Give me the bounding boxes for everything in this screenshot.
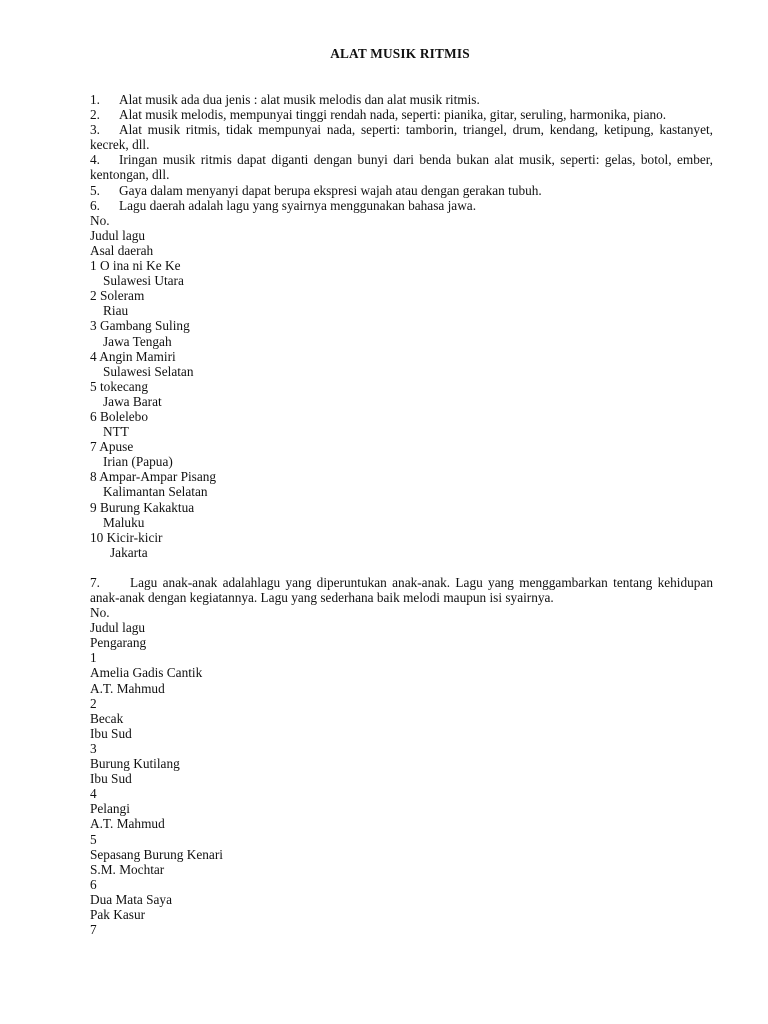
- table-cell-author: A.T. Mahmud: [90, 816, 165, 832]
- regional-songs-table: [90, 213, 713, 560]
- table-cell-song: 2 Soleram: [90, 288, 145, 304]
- table-cell-author: A.T. Mahmud: [90, 680, 165, 696]
- table-cell-no: 5: [90, 831, 97, 847]
- table-cell-song: 8 Ampar-Ampar Pisang: [90, 469, 217, 485]
- list-item: 5. Gaya dalam menyanyi dapat berupa ekspresi wajah atau dengan gerakan tubuh.: [90, 182, 542, 198]
- table-cell-origin: Kalimantan Selatan: [103, 484, 208, 500]
- list-item: 7. Lagu anak-anak adalahlagu yang diperuntukan anak-anak. Lagu yang menggambarkan tentang kehidupan anak-anak dengan kegiatannya. Lagu yang sederhana baik melodi maupun isi syairnya.: [90, 574, 713, 605]
- table-header: Judul lagu: [90, 620, 146, 636]
- table-cell-author: Ibu Sud: [90, 725, 132, 741]
- page-title: ALAT MUSIK RITMIS: [330, 46, 470, 61]
- table-cell-no: 7: [90, 922, 97, 938]
- table-cell-song: Amelia Gadis Cantik: [90, 665, 203, 681]
- table-cell-song: 3 Gambang Suling: [90, 318, 190, 334]
- table-cell-no: 6: [90, 876, 97, 892]
- table-header: Judul lagu: [90, 227, 146, 243]
- table-cell-song: Dua Mata Saya: [90, 891, 172, 907]
- table-cell-no: 4: [90, 786, 97, 802]
- table-header: No.: [90, 605, 110, 621]
- table-cell-author: S.M. Mochtar: [90, 861, 165, 877]
- list-item: 3. Alat musik ritmis, tidak mempunyai nada, seperti: tamborin, triangel, drum, kendang, ketipung, kastanyet, kecrek, dll.: [90, 122, 713, 153]
- list-item: 1. Alat musik ada dua jenis : alat musik melodis dan alat musik ritmis.: [90, 92, 480, 107]
- table-cell-origin: Jawa Barat: [103, 393, 162, 409]
- document-body: [90, 92, 713, 937]
- table-cell-song: 6 Bolelebo: [90, 408, 148, 424]
- table-cell-origin: Jawa Tengah: [103, 333, 172, 349]
- table-cell-song: 10 Kicir-kicir: [90, 529, 163, 545]
- table-cell-origin: Jakarta: [110, 544, 148, 560]
- table-cell-song: 1 O ina ni Ke Ke: [90, 258, 181, 274]
- table-cell-no: 2: [90, 695, 97, 711]
- table-cell-author: Pak Kasur: [90, 906, 146, 922]
- table-header: Pengarang: [90, 635, 147, 651]
- table-cell-author: Ibu Sud: [90, 771, 132, 787]
- table-cell-origin: NTT: [103, 424, 129, 440]
- table-cell-origin: Sulawesi Utara: [103, 273, 184, 289]
- table-cell-song: Pelangi: [90, 801, 130, 817]
- list-item: 4. Iringan musik ritmis dapat diganti dengan bunyi dari benda bukan alat musik, seperti: gelas, botol, ember, kentongan, dll.: [90, 152, 713, 183]
- table-cell-origin: Sulawesi Selatan: [103, 363, 194, 379]
- table-header: No.: [90, 212, 110, 228]
- table-cell-song: 7 Apuse: [90, 439, 134, 455]
- childrens-songs-table: [90, 605, 713, 937]
- table-cell-no: 1: [90, 650, 97, 666]
- list-item: 6. Lagu daerah adalah lagu yang syairnya menggunakan bahasa jawa.: [90, 197, 477, 213]
- table-cell-origin: Riau: [103, 303, 129, 319]
- table-cell-song: Sepasang Burung Kenari: [90, 846, 223, 862]
- table-cell-song: Burung Kutilang: [90, 756, 180, 772]
- table-cell-origin: Maluku: [103, 514, 145, 530]
- spacer: [90, 560, 713, 575]
- table-cell-song: 4 Angin Mamiri: [90, 348, 176, 364]
- table-cell-no: 3: [90, 740, 97, 756]
- table-cell-song: 5 tokecang: [90, 378, 148, 394]
- table-cell-song: 9 Burung Kakaktua: [90, 499, 195, 515]
- table-header: Asal daerah: [90, 242, 154, 258]
- table-cell-origin: Irian (Papua): [103, 454, 173, 470]
- list-item: 2. Alat musik melodis, mempunyai tinggi rendah nada, seperti: pianika, gitar, seruling, harmonika, piano.: [90, 107, 667, 123]
- table-cell-song: Becak: [90, 710, 124, 726]
